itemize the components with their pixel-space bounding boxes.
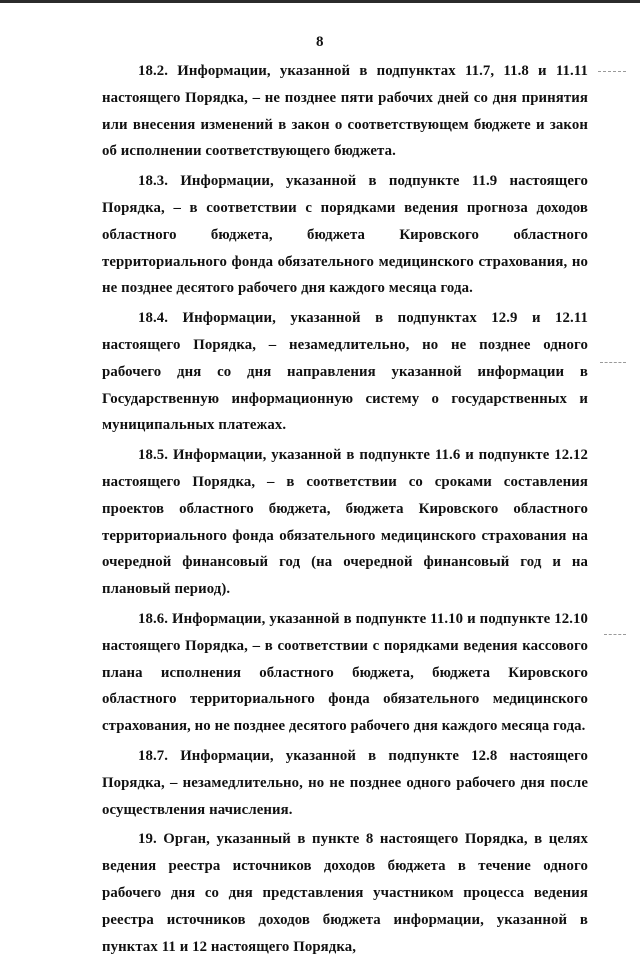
paragraph-18-6: 18.6. Информации, указанной в подпункте 11.10 и подпункте 12.10 настоящего Порядка, – в соответствии с порядками ведения кассового плана исполнения областного бюджета, бюджета Кировского областного территориального фонда обязательного медицинского страхования, но не позднее десятого рабочего дня каждого месяца года. bbox=[102, 610, 588, 735]
margin-scan-mark bbox=[604, 634, 626, 636]
paragraph-19: 19. Орган, указанный в пункте 8 настоящего Порядка, в целях ведения реестра источников доходов бюджета в течение одного рабочего дня со дня представления участником процесса ведения реестра источников доходов бюджета информации, указанной в пунктах 11 и 12 настоящего Порядка, bbox=[102, 831, 588, 955]
document-body bbox=[102, 58, 588, 960]
paragraph-18-2: 18.2. Информации, указанной в подпунктах 11.7, 11.8 и 11.11 настоящего Порядка, – не позднее пяти рабочих дней со дня принятия или внесения изменений в закон о соответствующем бюджете и закон об исполнении соответствующего бюджета. bbox=[102, 63, 588, 160]
margin-scan-mark bbox=[600, 362, 626, 364]
paragraph-18-3: 18.3. Информации, указанной в подпункте 11.9 настоящего Порядка, – в соответствии с порядками ведения прогноза доходов областного бюджета, бюджета Кировского областного территориального фонда обязательного медицинского страхования, но не позднее десятого рабочего дня каждого месяца года. bbox=[102, 173, 588, 297]
paragraph-18-7: 18.7. Информации, указанной в подпункте 12.8 настоящего Порядка, – незамедлительно, но не позднее одного рабочего дня после осуществления начисления. bbox=[102, 747, 588, 818]
top-border-line bbox=[0, 0, 640, 3]
page-number: 8 bbox=[316, 34, 324, 50]
paragraph-18-5: 18.5. Информации, указанной в подпункте 11.6 и подпункте 12.12 настоящего Порядка, – в соответствии со сроками составления проектов областного бюджета, бюджета Кировского областного территориального фонда обязательного медицинского страхования на очередной финансовый год (на очередной финансовый год и на плановый период). bbox=[102, 447, 588, 598]
paragraph-18-4: 18.4. Информации, указанной в подпунктах 12.9 и 12.11 настоящего Порядка, – незамедлительно, но не позднее одного рабочего дня со дня направления указанной информации в Государственную информационную систему о государственных и муниципальных платежах. bbox=[102, 310, 588, 434]
margin-scan-mark bbox=[598, 71, 626, 73]
